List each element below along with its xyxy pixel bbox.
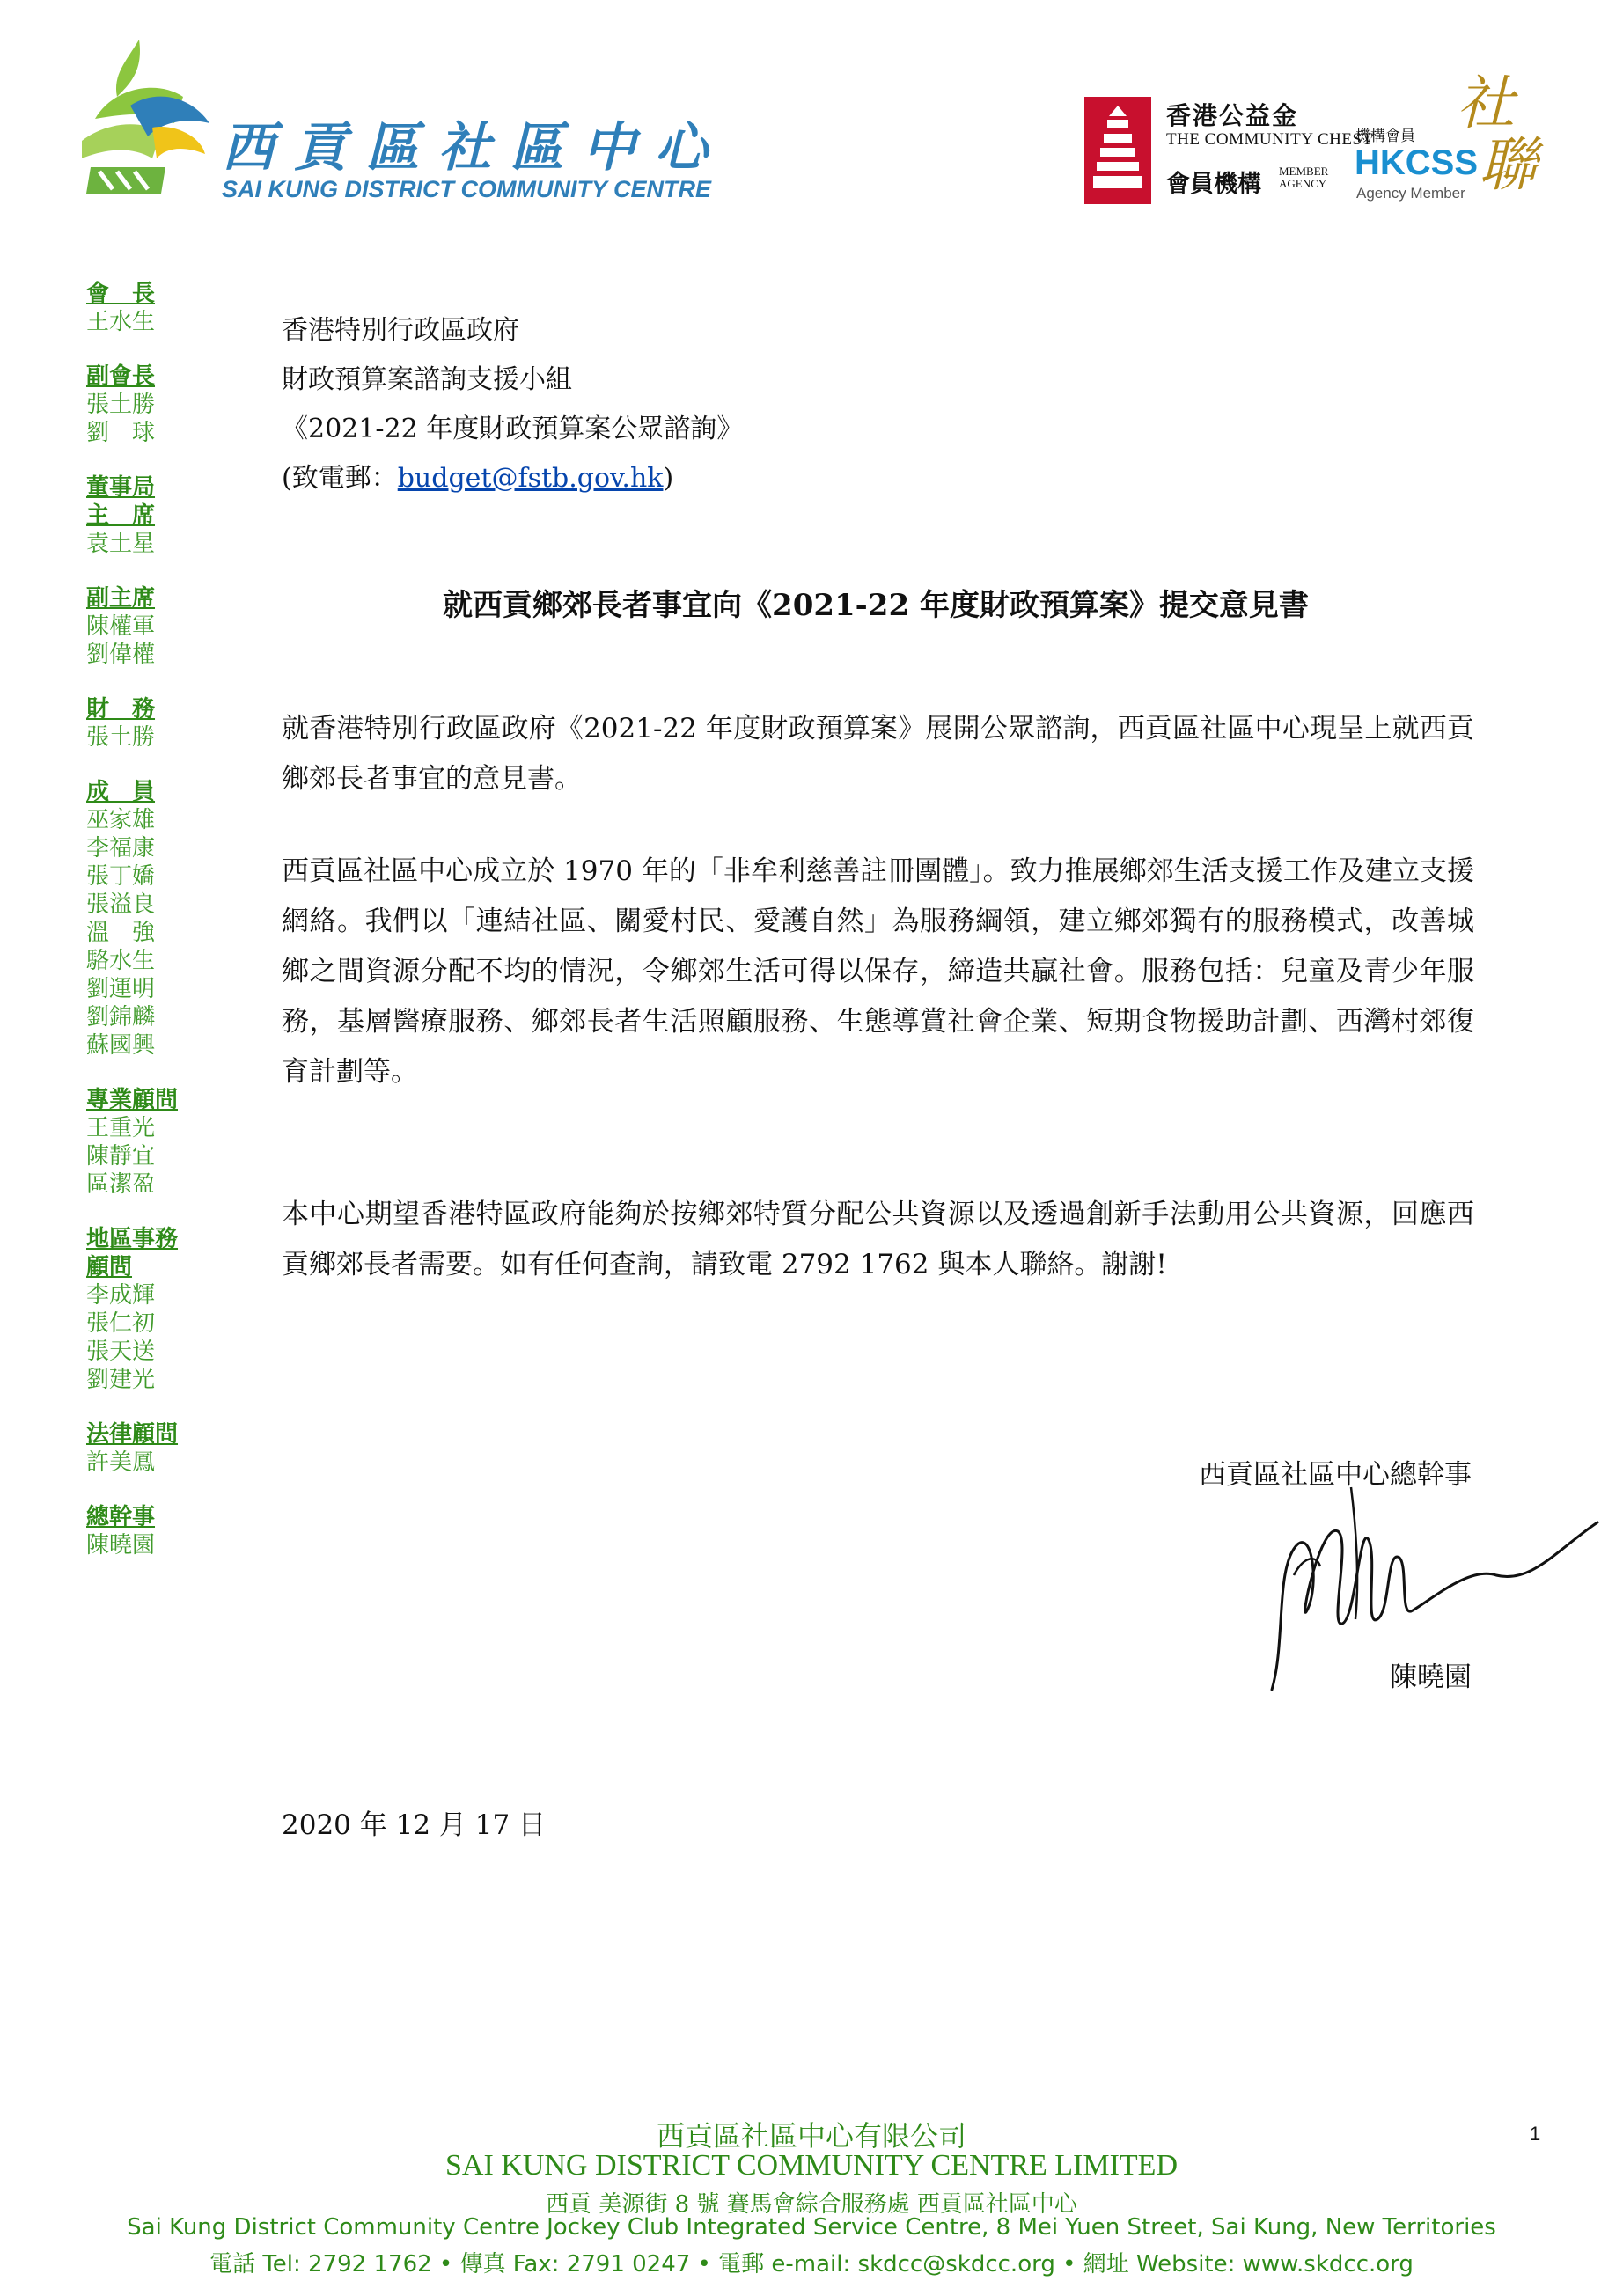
sidebar-group	[86, 473, 218, 558]
sidebar-member-name: 劉錦麟	[86, 1004, 156, 1031]
sidebar-role-title: 專業顧問	[86, 1087, 179, 1113]
page-number: 1	[1530, 2123, 1541, 2145]
sidebar-member-name: 巫家雄	[86, 807, 156, 833]
sidebar-member-name: 陳曉園	[86, 1532, 156, 1559]
hkcss-mark-2: 聯	[1479, 131, 1537, 199]
recipient-line-3: 《2021-22 年度財政預算案公眾諮詢》	[282, 414, 744, 444]
recipient-email-line	[282, 461, 673, 496]
sidebar-member-name: 劉運明	[86, 976, 156, 1002]
paragraph-2: 西貢區社區中心成立於 1970 年的「非牟利慈善註冊團體」。致力推展鄉郊生活支援工作及建立支援網絡。我們以「連結社區、關愛村民、愛護自然」為服務綱領，建立鄉郊獨有的服務模式，改善城鄉之間資源分配不均的情況，令鄉郊生活可得以保存，締造共贏社會。服務包括：兒童及青少年服務，基層醫療服務、鄉郊長者生活照顧服務、生態導賞社會企業、短期食物援助計劃、西灣村郊復育計劃等。	[282, 855, 1474, 1088]
chest-name-en: THE COMMUNITY CHEST	[1166, 130, 1373, 149]
sidebar-role-title: 總幹事	[86, 1504, 156, 1530]
sidebar-member-name: 張天送	[86, 1339, 156, 1365]
sidebar-role-title: 成 員	[86, 779, 156, 805]
chest-member-zh: 會員機構	[1166, 171, 1261, 198]
sidebar-member-name: 區潔盈	[86, 1171, 156, 1198]
sidebar-group	[86, 1086, 218, 1199]
letter-title: 就西貢鄉郊長者事宜向《2021-22 年度財政預算案》提交意見書	[443, 588, 1309, 623]
sidebar-role-title: 財 務	[86, 696, 156, 723]
sidebar-group	[86, 695, 218, 752]
sidebar-member-name: 劉 球	[86, 420, 156, 446]
sidebar-member-name: 劉建光	[86, 1367, 156, 1393]
sidebar-member-name: 張溢良	[86, 891, 156, 918]
sidebar-role-title: 董事局 主 席	[86, 474, 156, 529]
sidebar-member-name: 袁土星	[86, 531, 156, 557]
signatory-name: 陳曉園	[1390, 1661, 1472, 1693]
sidebar-member-name: 李福康	[86, 835, 156, 862]
email-link[interactable]: budget@fstb.gov.hk	[397, 463, 664, 494]
sidebar-member-name: 張土勝	[86, 392, 156, 418]
org-name-en: SAI KUNG DISTRICT COMMUNITY CENTRE	[222, 176, 712, 202]
letter-date: 2020 年 12 月 17 日	[282, 1809, 547, 1841]
footer-company-en: SAI KUNG DISTRICT COMMUNITY CENTRE LIMITED	[444, 2149, 1179, 2182]
hkcss-agency: Agency Member	[1356, 185, 1465, 202]
sidebar-member-name: 許美鳳	[86, 1449, 156, 1476]
sidebar-role-title: 副主席	[86, 585, 156, 612]
sidebar-group	[86, 778, 218, 1060]
board-sidebar	[86, 280, 218, 1586]
sidebar-member-name: 張仁初	[86, 1310, 156, 1337]
footer-company-zh: 西貢區社區中心有限公司	[656, 2119, 966, 2153]
footer-address-en: Sai Kung District Community Centre Jockey Club Integrated Service Centre, 8 Mei Yuen Street, Sai Kung, New Territories	[127, 2214, 1496, 2241]
sidebar-role-title: 法律顧問	[86, 1421, 179, 1448]
sidebar-group	[86, 584, 218, 669]
sidebar-role-title: 會 長	[86, 281, 156, 307]
footer-contact: 電話 Tel: 2792 1762 • 傳真 Fax: 2791 0247 • 電郵 e-mail: skdcc@skdcc.org • 網址 Website: www.skdcc.org	[209, 2251, 1414, 2278]
sidebar-group	[86, 1503, 218, 1559]
sidebar-role-title: 副會長	[86, 363, 156, 390]
sidebar-group	[86, 1420, 218, 1477]
recipient-line-1: 香港特別行政區政府	[282, 315, 519, 346]
org-name-zh: 西貢區社區中心	[222, 117, 727, 179]
sidebar-member-name: 李成輝	[86, 1282, 156, 1309]
hkcss-mark-1: 社	[1457, 70, 1515, 137]
sidebar-group	[86, 280, 218, 336]
signatory-title: 西貢區社區中心總幹事	[1199, 1459, 1472, 1491]
sidebar-member-name: 劉偉權	[86, 642, 156, 668]
email-prefix: (致電郵：	[282, 463, 398, 494]
hkcss-name: HKCSS	[1355, 143, 1479, 182]
recipient-line-2: 財政預算案諮詢支援小組	[282, 364, 572, 395]
email-suffix: )	[663, 463, 674, 494]
sidebar-member-name: 溫 強	[86, 920, 156, 946]
sidebar-member-name: 張丁嬌	[86, 863, 156, 890]
sidebar-member-name: 駱水生	[86, 948, 156, 974]
hkcss-member-zh: 機構會員	[1355, 128, 1415, 145]
chest-name-zh: 香港公益金	[1166, 101, 1299, 130]
sidebar-member-name: 蘇國興	[86, 1032, 156, 1059]
sidebar-role-title: 地區事務 顧問	[86, 1226, 179, 1280]
sidebar-member-name: 張土勝	[86, 724, 156, 751]
sidebar-member-name: 王水生	[86, 309, 156, 335]
footer-address-zh: 西貢 美源街 8 號 賽馬會綜合服務處 西貢區社區中心	[546, 2191, 1077, 2218]
sidebar-group	[86, 1225, 218, 1394]
sidebar-member-name: 陳靜宜	[86, 1143, 156, 1170]
sidebar-member-name: 王重光	[86, 1115, 156, 1141]
paragraph-3: 本中心期望香港特區政府能夠於按鄉郊特質分配公共資源以及透過創新手法動用公共資源，回應西貢鄉郊長者需要。如有任何查詢，請致電 2792 1762 與本人聯絡。謝謝!	[282, 1199, 1474, 1280]
sidebar-member-name: 陳權軍	[86, 613, 156, 640]
sidebar-group	[86, 363, 218, 447]
paragraph-1: 就香港特別行政區政府《2021-22 年度財政預算案》展開公眾諮詢，西貢區社區中心現呈上就西貢鄉郊長者事宜的意見書。	[282, 713, 1474, 795]
community-chest-logo-icon	[1084, 97, 1151, 204]
skdcc-logo-icon	[77, 35, 218, 198]
chest-member-en: MEMBER AGENCY	[1279, 165, 1329, 190]
